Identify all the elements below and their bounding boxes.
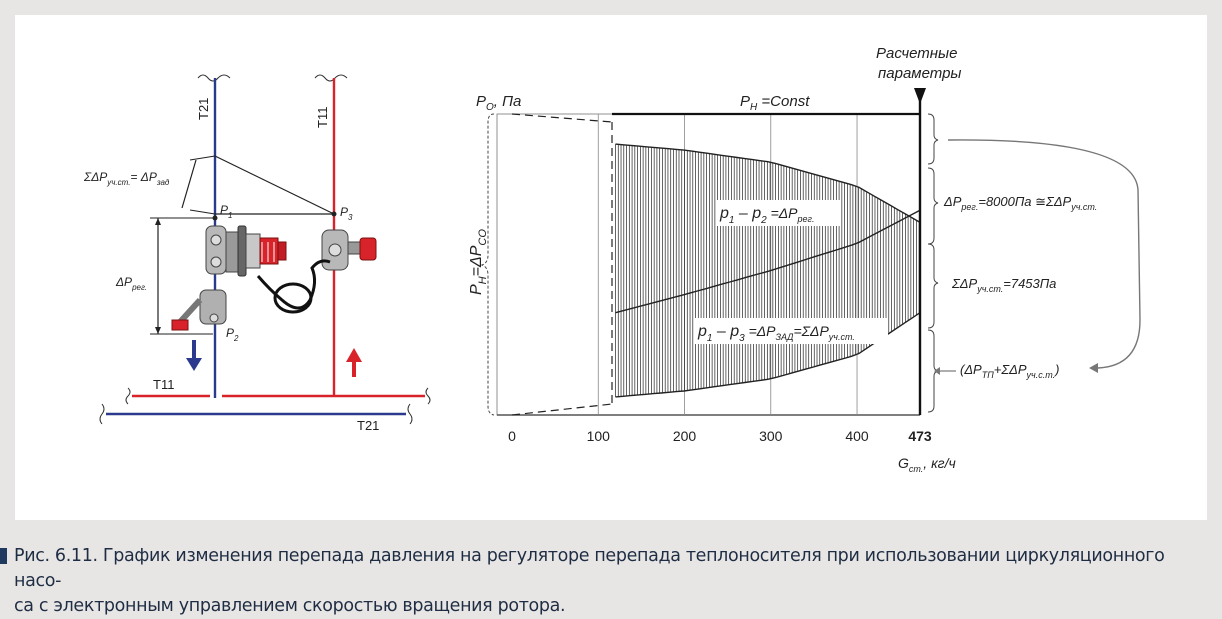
flow-up-arrow	[346, 348, 362, 377]
point-p1	[213, 216, 218, 221]
balancing-valve-icon	[172, 290, 226, 330]
pipe-break-t21-right	[408, 404, 412, 424]
flow-down-arrow	[186, 340, 202, 371]
brace-2	[928, 168, 938, 244]
point-p3	[332, 212, 337, 217]
regulator-valve-icon	[206, 226, 286, 276]
vertical-label: $P_H=\Delta P_{CO}$	[468, 229, 489, 295]
feedback-arrow	[948, 140, 1140, 368]
figure-graphic	[15, 15, 1207, 520]
shutoff-valve-icon	[322, 230, 376, 270]
x-tick-label: 0	[508, 428, 516, 444]
dash-upper	[512, 114, 612, 122]
figure-panel	[15, 15, 1207, 520]
label-dp-reg: $\Delta P_{рег.}$	[116, 275, 148, 292]
label-t11-top: T11	[315, 106, 330, 128]
x-tick-label: 473	[908, 428, 932, 444]
x-tick-label: 400	[845, 428, 869, 444]
calc-params-line2: параметры	[878, 65, 962, 82]
x-axis-label: $G_{ст.}$, кг/ч	[898, 455, 956, 474]
x-tick-label: 300	[759, 428, 783, 444]
right-label-2: $\Sigma\Delta P_{уч.ст.}=7453Па$	[952, 276, 1057, 294]
brace-1	[928, 114, 938, 164]
y-axis-label: $P_O$, Па	[476, 93, 522, 113]
right-label-3: $(\Delta P_{ТП}+\Sigma\Delta P_{уч.с.т.})$	[960, 362, 1060, 380]
pipe-break-t11-right	[426, 388, 430, 404]
x-gridlines	[598, 114, 857, 415]
label-t11-bottom: T11	[153, 377, 175, 392]
caption-marker	[0, 548, 7, 564]
ph-const-label: $P_H$ =Const	[740, 93, 810, 113]
chart	[468, 45, 1140, 474]
label-p3: $P_3$	[340, 205, 353, 222]
schematic	[83, 75, 430, 433]
region2-label: $p_1 - p_3 =\Delta P_{ЗАД}=\Sigma\Delta P_{уч.ст.}$	[698, 323, 855, 344]
pipe-break-t21-left	[100, 404, 104, 424]
label-p2: $P_2$	[226, 326, 239, 343]
pipe-break-t11	[315, 75, 347, 81]
x-ticks	[508, 428, 932, 444]
calc-params-line1: Расчетные	[876, 45, 958, 62]
dim-ext-lower	[190, 210, 215, 214]
dim-ext-upper	[190, 156, 215, 160]
brace-3	[928, 244, 938, 328]
x-tick-label: 100	[586, 428, 610, 444]
hatching	[616, 144, 920, 397]
design-arrow-icon	[914, 88, 926, 104]
dash-lower	[512, 404, 612, 415]
pipe-break-t11-left	[126, 388, 130, 404]
label-p1: $P_1$	[220, 203, 233, 220]
right-label-1: $\Delta P_{рег.}=8000Па$ $≅\Sigma\Delta P_{уч.ст.}$	[944, 194, 1098, 212]
plot-frame	[497, 114, 920, 415]
label-t21-top: T21	[196, 97, 211, 120]
label-sum-dp: $\Sigma\Delta P_{уч.ст.}= \Delta P_{зад}$	[84, 170, 170, 187]
label-t21-bottom: T21	[357, 418, 380, 433]
dim-sum-dp	[182, 160, 196, 208]
x-tick-label: 200	[672, 428, 697, 444]
impulse-line-p1-p3	[215, 156, 334, 214]
region1-label: $p_1 - p_2 =\Delta P_{рег.}$	[720, 205, 815, 226]
figure-caption: Рис. 6.11. График изменения перепада давления на регуляторе перепада теплоносителя при использовании циркуляционного насо- са с электронным управлением скоростью вращения ротора.	[14, 546, 1165, 616]
caption-bar	[0, 532, 1222, 616]
